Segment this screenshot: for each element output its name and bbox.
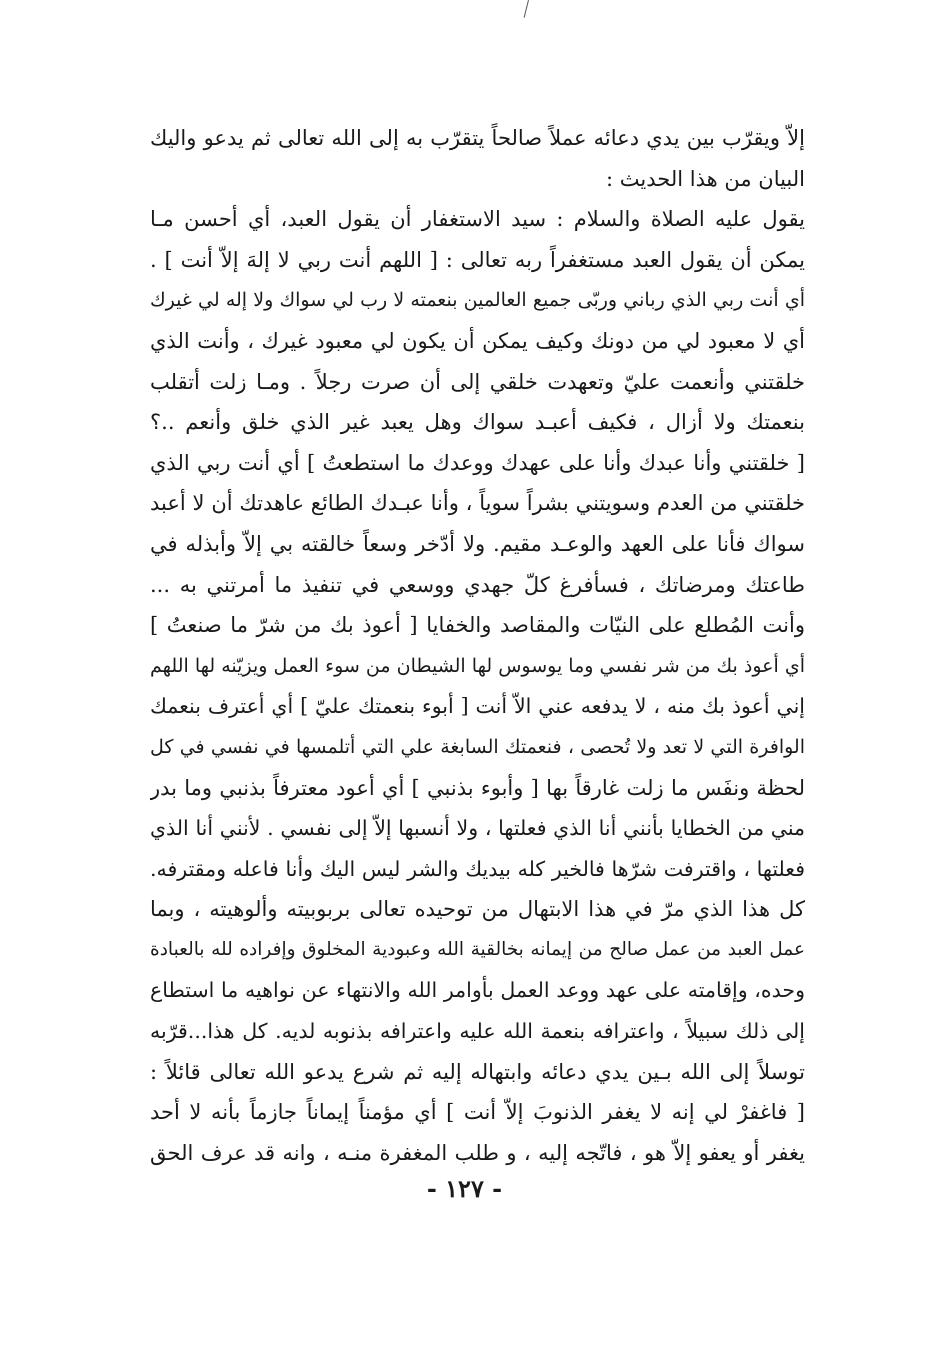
text-line: خلقتني من العدم وسويتني بشراً سوياً ، وأنا عبـدك الطائع عاهدتك أن لا أعبد (150, 491, 805, 516)
text-line: وأنت المُطلع على النيّات والمقاصد والخفايا [ أعوذ بك من شرّ ما صنعتُ ] (150, 613, 805, 638)
text-line: عمل العبد من عمل صالح من إيمانه بخالقية الله وعبودية المخلوق وإفراده لله بالعبادة (150, 938, 805, 960)
text-line: سواك فأنا على العهد والوعـد مقيم. ولا أدّخر وسعاً خالقته بي إلاّ وأبذله في (150, 531, 805, 556)
text-line: كل هذا الذي مرّ في هذا الابتهال من توحيده تعالى بربوبيته وألوهيته ، وبما (150, 897, 805, 922)
text-line: بنعمتك ولا أزال ، فكيف أعبـد سواك وهل يعبد غير الذي خلق وأنعم ..؟ (150, 410, 805, 435)
text-line: يمكن أن يقول العبد مستغفراً ربه تعالى : [ اللهم أنت ربي لا إلهَ إلاّ أنت ] . (150, 247, 805, 272)
text-line: إلى ذلك سبيلاً ، واعترافه بنعمة الله عليه واعترافه بذنوبه لديه. كل هذا...قرّبه (150, 1019, 805, 1044)
text-line: أي أنت ربي الذي رباني وربّى جميع العالمين بنعمته لا رب لي سواك ولا إله لي غيرك (150, 289, 805, 312)
body-text (150, 118, 805, 1173)
text-line: [ خلقتني وأنا عبدك وأنا على عهدك ووعدك ما استطعتُ ] أي أنت ربي الذي (150, 450, 805, 475)
text-line: أي لا معبود لي من دونك وكيف يمكن أن يكون لي معبود غيرك ، وأنت الذي (150, 328, 805, 353)
text-line: يقول عليه الصلاة والسلام : سيد الاستغفار أن يقول العبد، أي أحسن مـا (150, 207, 805, 232)
text-line: توسلاً إلى الله بـين يدي دعائه وابتهاله إليه ثم شرع يدعو الله تعالى قائلاً : (150, 1059, 805, 1084)
text-line: وحده، وإقامته على عهد ووعد العمل بأوامر الله والانتهاء عن نواهيه ما استطاع (150, 978, 805, 1003)
text-line: مني من الخطايا بأنني أنا الذي فعلتها ، ولا أنسبها إلاّ إلى نفسي . لأنني أنا الذي (150, 816, 805, 841)
scan-mark (524, 0, 529, 18)
text-line: خلقتني وأنعمت عليّ وتعهدت خلقي إلى أن صرت رجلاً . ومـا زلت أتقلب (150, 369, 805, 394)
text-line: يغفر أو يعفو إلاّ هو ، فاتّجه إليه ، و طلب المغفرة منـه ، وانه قد عرف الحق (150, 1140, 805, 1165)
text-line: الوافرة التي لا تعد ولا تُحصى ، فنعمتك السابغة علي التي أتلمسها في نفسي في كل (150, 735, 805, 758)
text-line: البيان من هذا الحديث : (606, 166, 805, 191)
text-line: [ فاغفرْ لي إنه لا يغفر الذنوبَ إلاّ أنت ] أي مؤمناً إيماناً جازماً بأنه لا أحد (150, 1100, 805, 1125)
text-line: إلاّ ويقرّب بين يدي دعائه عملاً صالحاً يتقرّب به إلى الله تعالى ثم يدعو واليك (150, 126, 805, 150)
text-line: فعلتها ، واقترفت شرّها فالخير كله بيديك والشر ليس اليك وأنا فاعله ومقترفه. (150, 856, 805, 881)
text-line: لحظة ونفَس ما زلت غارقاً بها [ وأبوء بذنبي ] أي أعود معترفاً بذنبي وما بدر (150, 775, 805, 800)
text-line: أي أعوذ بك من شر نفسي وما يوسوس لها الشيطان من سوء العمل ويزيّنه لها اللهم (150, 654, 805, 677)
text-line: طاعتك ومرضاتك ، فسأفرغ كلّ جهدي ووسعي في تنفيذ ما أمرتني به ... (150, 572, 805, 597)
text-line: إني أعوذ بك منه ، لا يدفعه عني الاّ أنت [ أبوء بنعمتك عليّ ] أي أعترف بنعمك (150, 694, 805, 719)
page-number: - ١٢٧ - (426, 1174, 503, 1203)
